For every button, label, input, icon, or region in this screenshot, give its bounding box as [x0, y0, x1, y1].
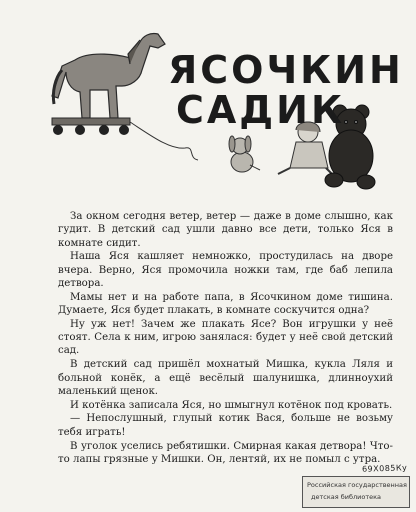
paragraph: Мамы нет и на работе папа, в Ясочкином доме тишина. Думаете, Яся будет плакать, в комнате соскучится одна? [58, 291, 393, 317]
wheel [75, 125, 85, 135]
toy-puppy [229, 136, 260, 172]
title-line-2: САДИК [176, 88, 346, 132]
paragraph: Ну уж нет! Зачем же плакать Ясе? Вон игрушки у неё стоят. Села к ним, игрою занялася: будет у неё свой детский сад. [58, 318, 393, 357]
title-line-1: ЯСОЧКИН [168, 48, 404, 92]
poem-text [58, 210, 393, 467]
wheel [119, 125, 129, 135]
library-stamp [302, 463, 410, 508]
paragraph: В детский сад пришёл мохнатый Мишка, кукла Ляля и больной конёк, а ещё весёлый шалунишка, длинноухий маленький щенок. [58, 359, 393, 397]
stamp-line-1: Российская государственная [307, 481, 407, 489]
horse-platform [52, 118, 130, 125]
toy-horse [52, 33, 165, 118]
paragraph: В уголок уселись ребятишки. Смирная какая детвора! Что-то лапы грязные у Мишки. Он, лентяй, их не помыл с утра. [58, 440, 393, 465]
paragraph: И котёнка записала Яся, но шмыгнул котёнок под кровать. [70, 399, 393, 411]
wheel [53, 125, 63, 135]
paragraph: — Непослушный, глупый котик Вася, больше не возьму тебя играть! [58, 413, 393, 438]
stamp-line-2: детская библиотека [311, 493, 382, 501]
paragraph: За окном сегодня ветер, ветер — даже в доме слышно, как гудит. В детский сад ушли давно все дети, только Яся в комнате сидит. [58, 211, 393, 249]
paragraph: Наша Яся кашляет немножко, простудилась на дворе вчера. Верно, Яся промочила ножки там, где баб лепила детвора. [58, 251, 393, 289]
stamp-number: 69X085Ку [361, 463, 408, 474]
wheel [99, 125, 109, 135]
